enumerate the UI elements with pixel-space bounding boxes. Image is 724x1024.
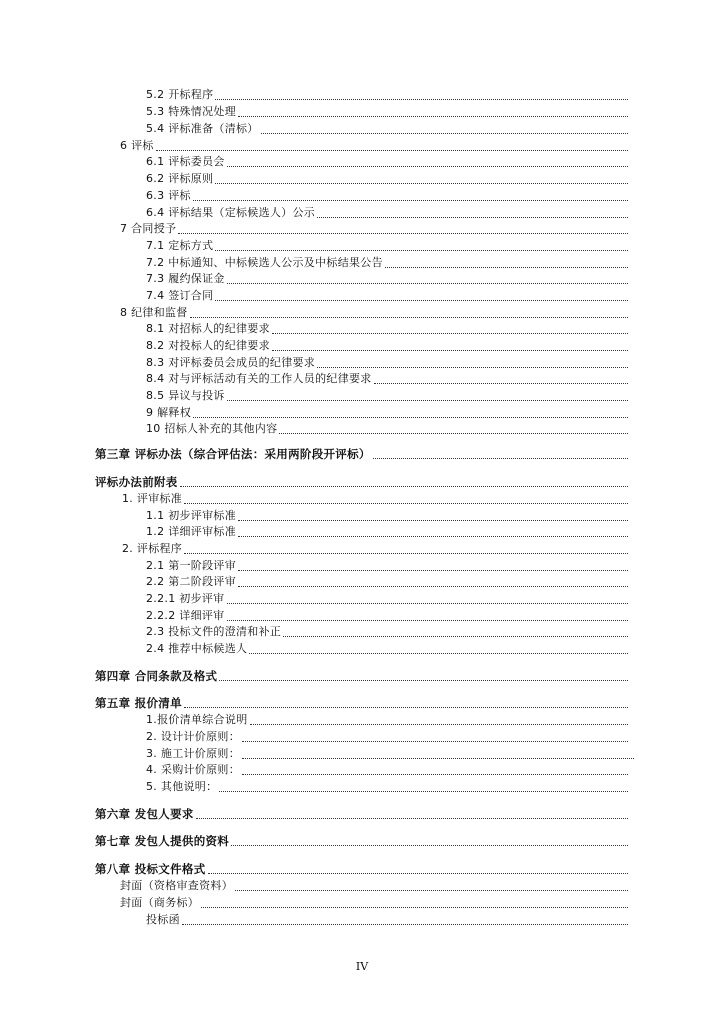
- toc-entry-text: 评标办法前附表: [95, 475, 178, 489]
- toc-entry-text: 7.2 中标通知、中标候选人公示及中标结果公告: [146, 256, 383, 269]
- dot-leader: [238, 585, 628, 587]
- toc-entry-text: 1.1 初步评审标准: [146, 509, 236, 522]
- toc-entry[interactable]: [122, 541, 628, 557]
- dot-leader: [227, 619, 629, 621]
- toc-entry[interactable]: [146, 355, 628, 371]
- dot-leader: [215, 98, 628, 100]
- dot-leader: [182, 923, 628, 925]
- dot-leader: [317, 366, 628, 368]
- toc-entry[interactable]: [146, 271, 628, 287]
- dot-leader: [373, 457, 628, 459]
- toc-entry-text: 7.1 定标方式: [146, 239, 214, 252]
- toc-entry-text: 8.4 对与评标活动有关的工作人员的纪律要求: [146, 372, 372, 385]
- dot-leader: [238, 535, 628, 537]
- toc-entry[interactable]: [146, 508, 628, 524]
- toc-entry[interactable]: [146, 912, 628, 928]
- toc-entry-text: 5.4 评标准备（清标）: [146, 122, 259, 135]
- toc-entry[interactable]: [146, 608, 628, 624]
- dot-leader: [242, 757, 634, 759]
- toc-entry[interactable]: [146, 779, 628, 795]
- toc-entry-text: 第三章 评标办法（综合评估法：采用两阶段开评标）: [95, 447, 371, 461]
- toc-entry[interactable]: [120, 305, 628, 321]
- dot-leader: [238, 569, 628, 571]
- toc-entry-text: 4. 采购计价原则：: [146, 763, 240, 776]
- toc-entry-text: 封面（商务标）: [120, 896, 200, 909]
- toc-entry-text: 2.2.2 详细评审: [146, 609, 225, 622]
- toc-entry[interactable]: [146, 121, 628, 137]
- dot-leader: [238, 115, 628, 117]
- toc-entry[interactable]: [122, 491, 628, 507]
- toc-entry-text: 第四章 合同条款及格式: [95, 669, 218, 683]
- dot-leader: [184, 552, 628, 554]
- toc-entry[interactable]: [146, 371, 628, 387]
- toc-entry-text: 7.4 签订合同: [146, 289, 214, 302]
- toc-entry-text: 1.报价清单综合说明: [146, 713, 248, 726]
- toc-entry[interactable]: [120, 878, 628, 894]
- dot-leader: [196, 817, 628, 819]
- toc-entry-text: 6 评标: [120, 139, 154, 152]
- dot-leader: [227, 399, 628, 401]
- toc-entry[interactable]: [146, 321, 628, 337]
- toc-entry-text: 第七章 发包人提供的资料: [95, 834, 230, 848]
- toc-entry-text: 6.3 评标: [146, 189, 191, 202]
- toc-entry[interactable]: [146, 729, 628, 745]
- toc-section[interactable]: [95, 474, 628, 490]
- toc-entry-text: 10 招标人补充的其他内容: [146, 422, 278, 435]
- toc-entry[interactable]: [146, 255, 628, 271]
- dot-leader: [227, 602, 629, 604]
- toc-entry[interactable]: [146, 388, 628, 404]
- dot-leader: [227, 282, 628, 284]
- dot-leader: [219, 679, 628, 681]
- dot-leader: [190, 316, 628, 318]
- toc-entry-text: 2.3 投标文件的澄清和补正: [146, 625, 282, 638]
- toc-entry-text: 8.5 异议与投诉: [146, 389, 225, 402]
- dot-leader: [227, 165, 628, 167]
- dot-leader: [279, 432, 628, 434]
- dot-leader: [178, 232, 628, 234]
- toc-chapter[interactable]: [95, 695, 628, 711]
- toc-entry-text: 8.2 对投标人的纪律要求: [146, 339, 270, 352]
- toc-entry-text: 8.3 对评标委员会成员的纪律要求: [146, 356, 316, 369]
- dot-leader: [219, 790, 628, 792]
- toc-entry-text: 5.3 特殊情况处理: [146, 105, 236, 118]
- toc-entry[interactable]: [146, 624, 628, 640]
- page-number: IV: [355, 960, 369, 973]
- toc-chapter[interactable]: [95, 668, 628, 684]
- toc-chapter[interactable]: [95, 446, 628, 462]
- toc-entry[interactable]: [146, 421, 628, 437]
- toc-entry[interactable]: [146, 338, 628, 354]
- toc-entry[interactable]: [146, 574, 628, 590]
- toc-entry[interactable]: [146, 238, 628, 254]
- dot-leader: [180, 485, 628, 487]
- toc-entry-text: 6.4 评标结果（定标候选人）公示: [146, 206, 316, 219]
- dot-leader: [249, 652, 628, 654]
- dot-leader: [242, 773, 628, 775]
- toc-entry-text: 封面（资格审查资料）: [120, 879, 233, 892]
- toc-entry[interactable]: [146, 524, 628, 540]
- dot-leader: [242, 740, 628, 742]
- toc-entry[interactable]: [120, 221, 628, 237]
- toc-entry[interactable]: [146, 762, 628, 778]
- toc-entry[interactable]: [146, 288, 628, 304]
- dot-leader: [184, 706, 628, 708]
- dot-leader: [250, 723, 629, 725]
- toc-entry-text: 3. 施工计价原则：: [146, 747, 240, 760]
- toc-entry[interactable]: [146, 746, 634, 762]
- toc-entry[interactable]: [146, 591, 628, 607]
- dot-leader: [193, 199, 628, 201]
- toc-entry-text: 6.2 评标原则: [146, 172, 214, 185]
- toc-entry-text: 第八章 投标文件格式: [95, 862, 206, 876]
- toc-entry[interactable]: [146, 171, 628, 187]
- toc-entry[interactable]: [120, 895, 628, 911]
- dot-leader: [272, 349, 628, 351]
- toc-entry-text: 投标函: [146, 913, 180, 926]
- toc-entry-text: 1.2 详细评审标准: [146, 525, 236, 538]
- toc-entry-text: 8.1 对招标人的纪律要求: [146, 322, 270, 335]
- dot-leader: [385, 266, 628, 268]
- toc-entry-text: 9 解释权: [146, 406, 191, 419]
- toc-entry-text: 2.2 第二阶段评审: [146, 575, 236, 588]
- toc-entry[interactable]: [146, 154, 628, 170]
- toc-entry[interactable]: [146, 641, 628, 657]
- toc-entry[interactable]: [146, 188, 628, 204]
- dot-leader: [272, 332, 628, 334]
- dot-leader: [201, 906, 628, 908]
- toc-entry[interactable]: [146, 87, 628, 103]
- toc-entry-text: 1. 评审标准: [122, 492, 183, 505]
- toc-entry-text: 2. 设计计价原则：: [146, 730, 240, 743]
- dot-leader: [215, 249, 628, 251]
- dot-leader: [283, 635, 628, 637]
- toc-entry-text: 5.2 开标程序: [146, 88, 214, 101]
- dot-leader: [208, 872, 628, 874]
- toc-entry[interactable]: [146, 104, 628, 120]
- dot-leader: [156, 149, 628, 151]
- toc-entry[interactable]: [146, 558, 628, 574]
- toc-chapter[interactable]: [95, 806, 628, 822]
- dot-leader: [184, 502, 628, 504]
- dot-leader: [215, 182, 628, 184]
- dot-leader: [235, 889, 628, 891]
- toc-chapter[interactable]: [95, 833, 628, 849]
- toc-entry-text: 8 纪律和监督: [120, 306, 188, 319]
- toc-entry[interactable]: [120, 138, 628, 154]
- dot-leader: [374, 382, 628, 384]
- toc-chapter[interactable]: [95, 861, 628, 877]
- toc-entry-text: 7.3 履约保证金: [146, 272, 225, 285]
- toc-entry-text: 第五章 报价清单: [95, 696, 182, 710]
- toc-entry-text: 2.2.1 初步评审: [146, 592, 225, 605]
- toc-entry-text: 2.4 推荐中标候选人: [146, 642, 248, 655]
- toc-entry[interactable]: [146, 205, 628, 221]
- dot-leader: [261, 132, 628, 134]
- dot-leader: [238, 519, 628, 521]
- toc-entry-text: 2. 评标程序: [122, 542, 183, 555]
- toc-entry[interactable]: [146, 405, 628, 421]
- toc-entry[interactable]: [146, 712, 628, 728]
- toc-entry-text: 第六章 发包人要求: [95, 807, 194, 821]
- dot-leader: [193, 416, 628, 418]
- dot-leader: [317, 216, 628, 218]
- dot-leader: [215, 299, 628, 301]
- toc-entry-text: 7 合同授予: [120, 222, 177, 235]
- dot-leader: [231, 844, 628, 846]
- toc-entry-text: 2.1 第一阶段评审: [146, 559, 236, 572]
- toc-entry-text: 6.1 评标委员会: [146, 155, 225, 168]
- toc-entry-text: 5. 其他说明：: [146, 780, 218, 793]
